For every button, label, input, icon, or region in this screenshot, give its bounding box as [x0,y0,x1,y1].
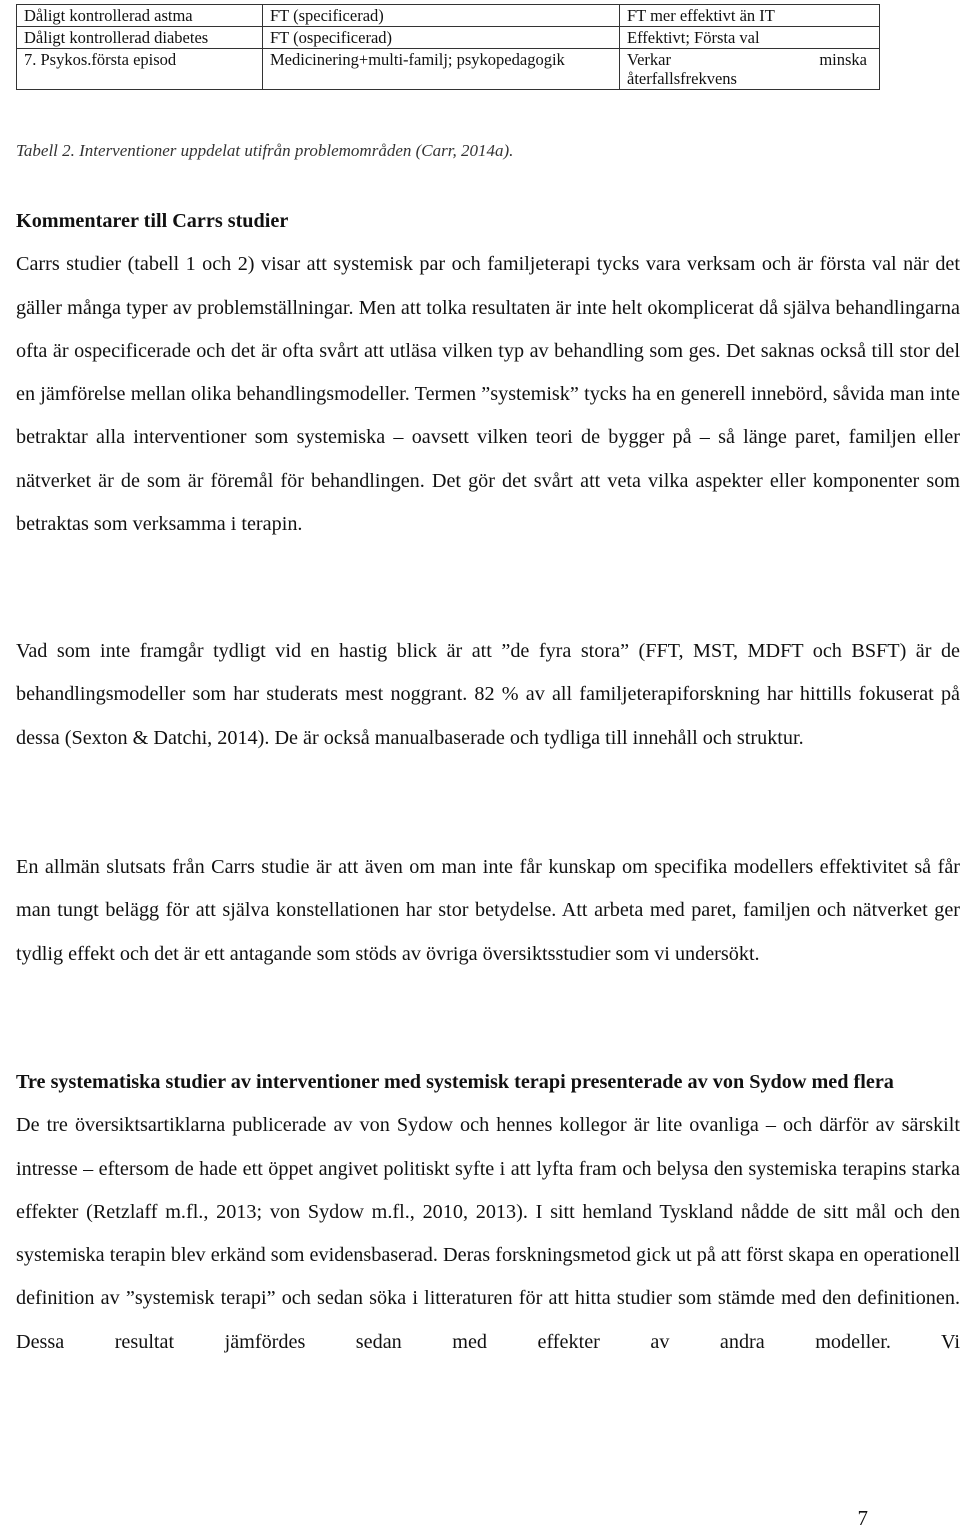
body-paragraph: En allmän slutsats från Carrs studie är att även om man inte får kunskap om specifika modellers effektivitet så får man tungt belägg för att själva konstellationen har stor betydelse. Att arbeta med paret, familjen och nätverket ger tydlig effekt och det är ett antagande som stöds av övriga översiktsstudier som vi undersökt. [16,856,960,965]
section-heading: Kommentarer till Carrs studier [16,210,289,232]
interventions-table [16,4,880,90]
effect-split [627,50,879,88]
body-paragraph: Carrs studier (tabell 1 och 2) visar att systemisk par och familjeterapi tycks vara verksam och är första val när det gäller många typer av problemställningar. Men att tolka resultaten är inte helt okomplicerat då själva behandlingarna ofta är ospecificerade och det är ofta svårt att utläsa vilken typ av behandling som ges. Det saknas också till stor del en jämförelse mellan olika behandlingsmodeller. Termen ”systemisk” tycks ha en generell innebörd, såvida man inte betraktar alla interventioner som systemiska – oavsett vilken teori de bygger på – så länge paret, familjen eller nätverket är de som är föremål för behandlingen. Det gör det svårt att veta vilka aspekter eller komponenter som betraktas som verksamma i terapin. [16,253,960,536]
table-cell-effect: Effektivt; Första val [620,27,880,49]
table-cell-intervention: FT (specificerad) [263,5,620,27]
effect-text: Verkar återfallsfrekvens [627,50,737,88]
section-carr-comments-p2 [16,630,960,760]
table-row [17,27,880,49]
section-carr-comments [16,200,960,546]
table-row [17,49,880,90]
section-heading: Tre systematiska studier av interventioner med systemisk terapi presenterade av von Sydow med flera [16,1071,894,1093]
table-cell-intervention: FT (ospecificerad) [263,27,620,49]
table-cell-effect: FT mer effektivt än IT [620,5,880,27]
table-row [17,5,880,27]
table-cell-problem: Dåligt kontrollerad astma [17,5,263,27]
page-number: 7 [857,1506,868,1530]
body-paragraph: De tre översiktsartiklarna publicerade av von Sydow och hennes kollegor är lite ovanliga – och därför av särskilt intresse – eftersom de hade ett öppet angivet politiskt syfte i att lyfta fram och belysa den systemiska terapins starka effekter (Retzlaff m.fl., 2013; von Sydow m.fl., 2010, 2013). I sitt hemland Tyskland nådde de sitt mål och den systemiska terapin blev erkänd som evidensbaserad. Deras forskningsmetod gick ut på att först skapa en operationell definition av ”systemisk terapi” och sedan söka i litteraturen för att hitta studier som stämde med den definitionen. Dessa resultat jämfördes sedan med effekter av andra modeller. Vi [16,1114,960,1353]
effect-text-right: minska [819,50,867,69]
table-cell-problem: Dåligt kontrollerad diabetes [17,27,263,49]
table-cell-intervention: Medicinering+multi-familj; psykopedagogik [263,49,620,90]
section-von-sydow [16,1061,960,1364]
body-paragraph: Vad som inte framgår tydligt vid en hastig blick är att ”de fyra stora” (FFT, MST, MDFT och BSFT) är de behandlingsmodeller som har studerats mest noggrant. 82 % av all familjeterapiforskning har hittills fokuserat på dessa (Sexton & Datchi, 2014). De är också manualbaserade och tydliga till innehåll och struktur. [16,640,960,749]
section-carr-comments-p3 [16,846,960,976]
table-cell-problem: 7. Psykos.första episod [17,49,263,90]
table-caption: Tabell 2. Interventioner uppdelat utifrån problemområden (Carr, 2014a). [16,141,514,160]
table-cell-effect [620,49,880,90]
